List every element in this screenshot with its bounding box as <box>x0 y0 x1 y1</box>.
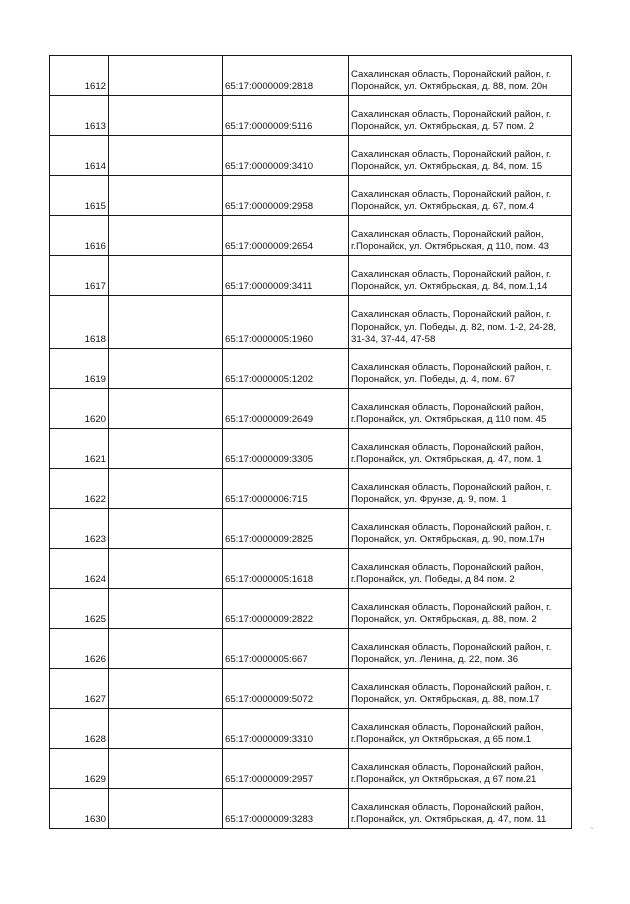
cadastral-number: 65:17:0000009:3310 <box>223 709 349 749</box>
table-row <box>50 96 572 136</box>
table-row <box>50 429 572 469</box>
cadastral-number: 65:17:0000005:1202 <box>223 349 349 389</box>
empty-cell <box>109 216 223 256</box>
table-row <box>50 589 572 629</box>
cadastral-number: 65:17:0000009:3305 <box>223 429 349 469</box>
empty-cell <box>109 389 223 429</box>
address: Сахалинская область, Поронайский район, г.Поронайск, ул. Октябрьская, д. 47, пом. 11 <box>349 789 572 829</box>
cadastral-number: 65:17:0000005:1960 <box>223 296 349 349</box>
row-number: 1619 <box>50 349 109 389</box>
empty-cell <box>109 549 223 589</box>
address: Сахалинская область, Поронайский район, г. Поронайск, ул. Октябрьская, д. 88, пом.17 <box>349 669 572 709</box>
empty-cell <box>109 176 223 216</box>
scan-mark: ~ <box>590 826 594 832</box>
address: Сахалинская область, Поронайский район, г.Поронайск, ул. Октябрьская, д 110 пом. 45 <box>349 389 572 429</box>
table-row <box>50 216 572 256</box>
cadastral-number: 65:17:0000005:667 <box>223 629 349 669</box>
row-number: 1620 <box>50 389 109 429</box>
empty-cell <box>109 56 223 96</box>
cadastral-number: 65:17:0000005:1618 <box>223 549 349 589</box>
row-number: 1613 <box>50 96 109 136</box>
empty-cell <box>109 136 223 176</box>
empty-cell <box>109 509 223 549</box>
row-number: 1629 <box>50 749 109 789</box>
table-row <box>50 709 572 749</box>
cadastral-number: 65:17:0000009:2958 <box>223 176 349 216</box>
row-number: 1621 <box>50 429 109 469</box>
cadastral-number: 65:17:0000009:2818 <box>223 56 349 96</box>
cadastral-number: 65:17:0000009:2825 <box>223 509 349 549</box>
address: Сахалинская область, Поронайский район, г. Поронайск, ул. Ленина, д. 22, пом. 36 <box>349 629 572 669</box>
registry-body <box>50 56 572 829</box>
address: Сахалинская область, Поронайский район, г. Поронайск, ул. Победы, д. 4, пом. 67 <box>349 349 572 389</box>
empty-cell <box>109 589 223 629</box>
empty-cell <box>109 256 223 296</box>
table-row <box>50 136 572 176</box>
address: Сахалинская область, Поронайский район, г.Поронайск, ул. Победы, д 84 пом. 2 <box>349 549 572 589</box>
registry-table <box>49 55 572 829</box>
address: Сахалинская область, Поронайский район, г. Поронайск, ул. Октябрьская, д. 88, пом. 2 <box>349 589 572 629</box>
table-row <box>50 296 572 349</box>
row-number: 1614 <box>50 136 109 176</box>
cadastral-number: 65:17:0000009:3283 <box>223 789 349 829</box>
table-row <box>50 749 572 789</box>
table-row <box>50 349 572 389</box>
table-row <box>50 469 572 509</box>
cadastral-number: 65:17:0000009:3410 <box>223 136 349 176</box>
row-number: 1625 <box>50 589 109 629</box>
address: Сахалинская область, Поронайский район, г. Поронайск, ул. Октябрьская, д. 84, пом. 15 <box>349 136 572 176</box>
row-number: 1624 <box>50 549 109 589</box>
address: Сахалинская область, Поронайский район, г.Поронайск, ул. Октябрьская, д 110, пом. 43 <box>349 216 572 256</box>
row-number: 1628 <box>50 709 109 749</box>
table-row <box>50 56 572 96</box>
row-number: 1612 <box>50 56 109 96</box>
row-number: 1615 <box>50 176 109 216</box>
empty-cell <box>109 429 223 469</box>
address: Сахалинская область, Поронайский район, г. Поронайск, ул. Октябрьская, д. 88, пом. 20н <box>349 56 572 96</box>
row-number: 1630 <box>50 789 109 829</box>
address: Сахалинская область, Поронайский район, г. Поронайск, ул. Октябрьская, д. 57 пом. 2 <box>349 96 572 136</box>
row-number: 1627 <box>50 669 109 709</box>
empty-cell <box>109 669 223 709</box>
cadastral-number: 65:17:0000009:2654 <box>223 216 349 256</box>
empty-cell <box>109 789 223 829</box>
address: Сахалинская область, Поронайский район, г. Поронайск, ул. Октябрьская, д. 90, пом.17н <box>349 509 572 549</box>
cadastral-number: 65:17:0000006:715 <box>223 469 349 509</box>
table-row <box>50 509 572 549</box>
address: Сахалинская область, Поронайский район, г. Поронайск, ул. Октябрьская, д. 67, пом.4 <box>349 176 572 216</box>
row-number: 1623 <box>50 509 109 549</box>
address: Сахалинская область, Поронайский район, г.Поронайск, ул Октябрьская, д 67 пом.21 <box>349 749 572 789</box>
address: Сахалинская область, Поронайский район, г.Поронайск, ул Октябрьская, д 65 пом.1 <box>349 709 572 749</box>
row-number: 1617 <box>50 256 109 296</box>
cadastral-number: 65:17:0000009:2957 <box>223 749 349 789</box>
table-row <box>50 549 572 589</box>
cadastral-number: 65:17:0000009:3411 <box>223 256 349 296</box>
table-row <box>50 629 572 669</box>
address: Сахалинская область, Поронайский район, г.Поронайск, ул. Октябрьская, д. 47, пом. 1 <box>349 429 572 469</box>
table-row <box>50 389 572 429</box>
empty-cell <box>109 469 223 509</box>
table-row <box>50 176 572 216</box>
empty-cell <box>109 749 223 789</box>
table-row <box>50 256 572 296</box>
cadastral-number: 65:17:0000009:2649 <box>223 389 349 429</box>
empty-cell <box>109 96 223 136</box>
row-number: 1622 <box>50 469 109 509</box>
cadastral-number: 65:17:0000009:2822 <box>223 589 349 629</box>
empty-cell <box>109 296 223 349</box>
address: Сахалинская область, Поронайский район, г. Поронайск, ул. Октябрьская, д. 84, пом.1,14 <box>349 256 572 296</box>
table-row <box>50 669 572 709</box>
table-row <box>50 789 572 829</box>
address: Сахалинская область, Поронайский район, г. Поронайск, ул. Фрунзе, д. 9, пом. 1 <box>349 469 572 509</box>
empty-cell <box>109 349 223 389</box>
address: Сахалинская область, Поронайский район, г. Поронайск, ул. Победы, д. 82, пом. 1-2, 24-28, 31-34, 37-44, 47-58 <box>349 296 572 349</box>
cadastral-number: 65:17:0000009:5072 <box>223 669 349 709</box>
empty-cell <box>109 709 223 749</box>
row-number: 1618 <box>50 296 109 349</box>
empty-cell <box>109 629 223 669</box>
row-number: 1626 <box>50 629 109 669</box>
cadastral-number: 65:17:0000009:5116 <box>223 96 349 136</box>
row-number: 1616 <box>50 216 109 256</box>
